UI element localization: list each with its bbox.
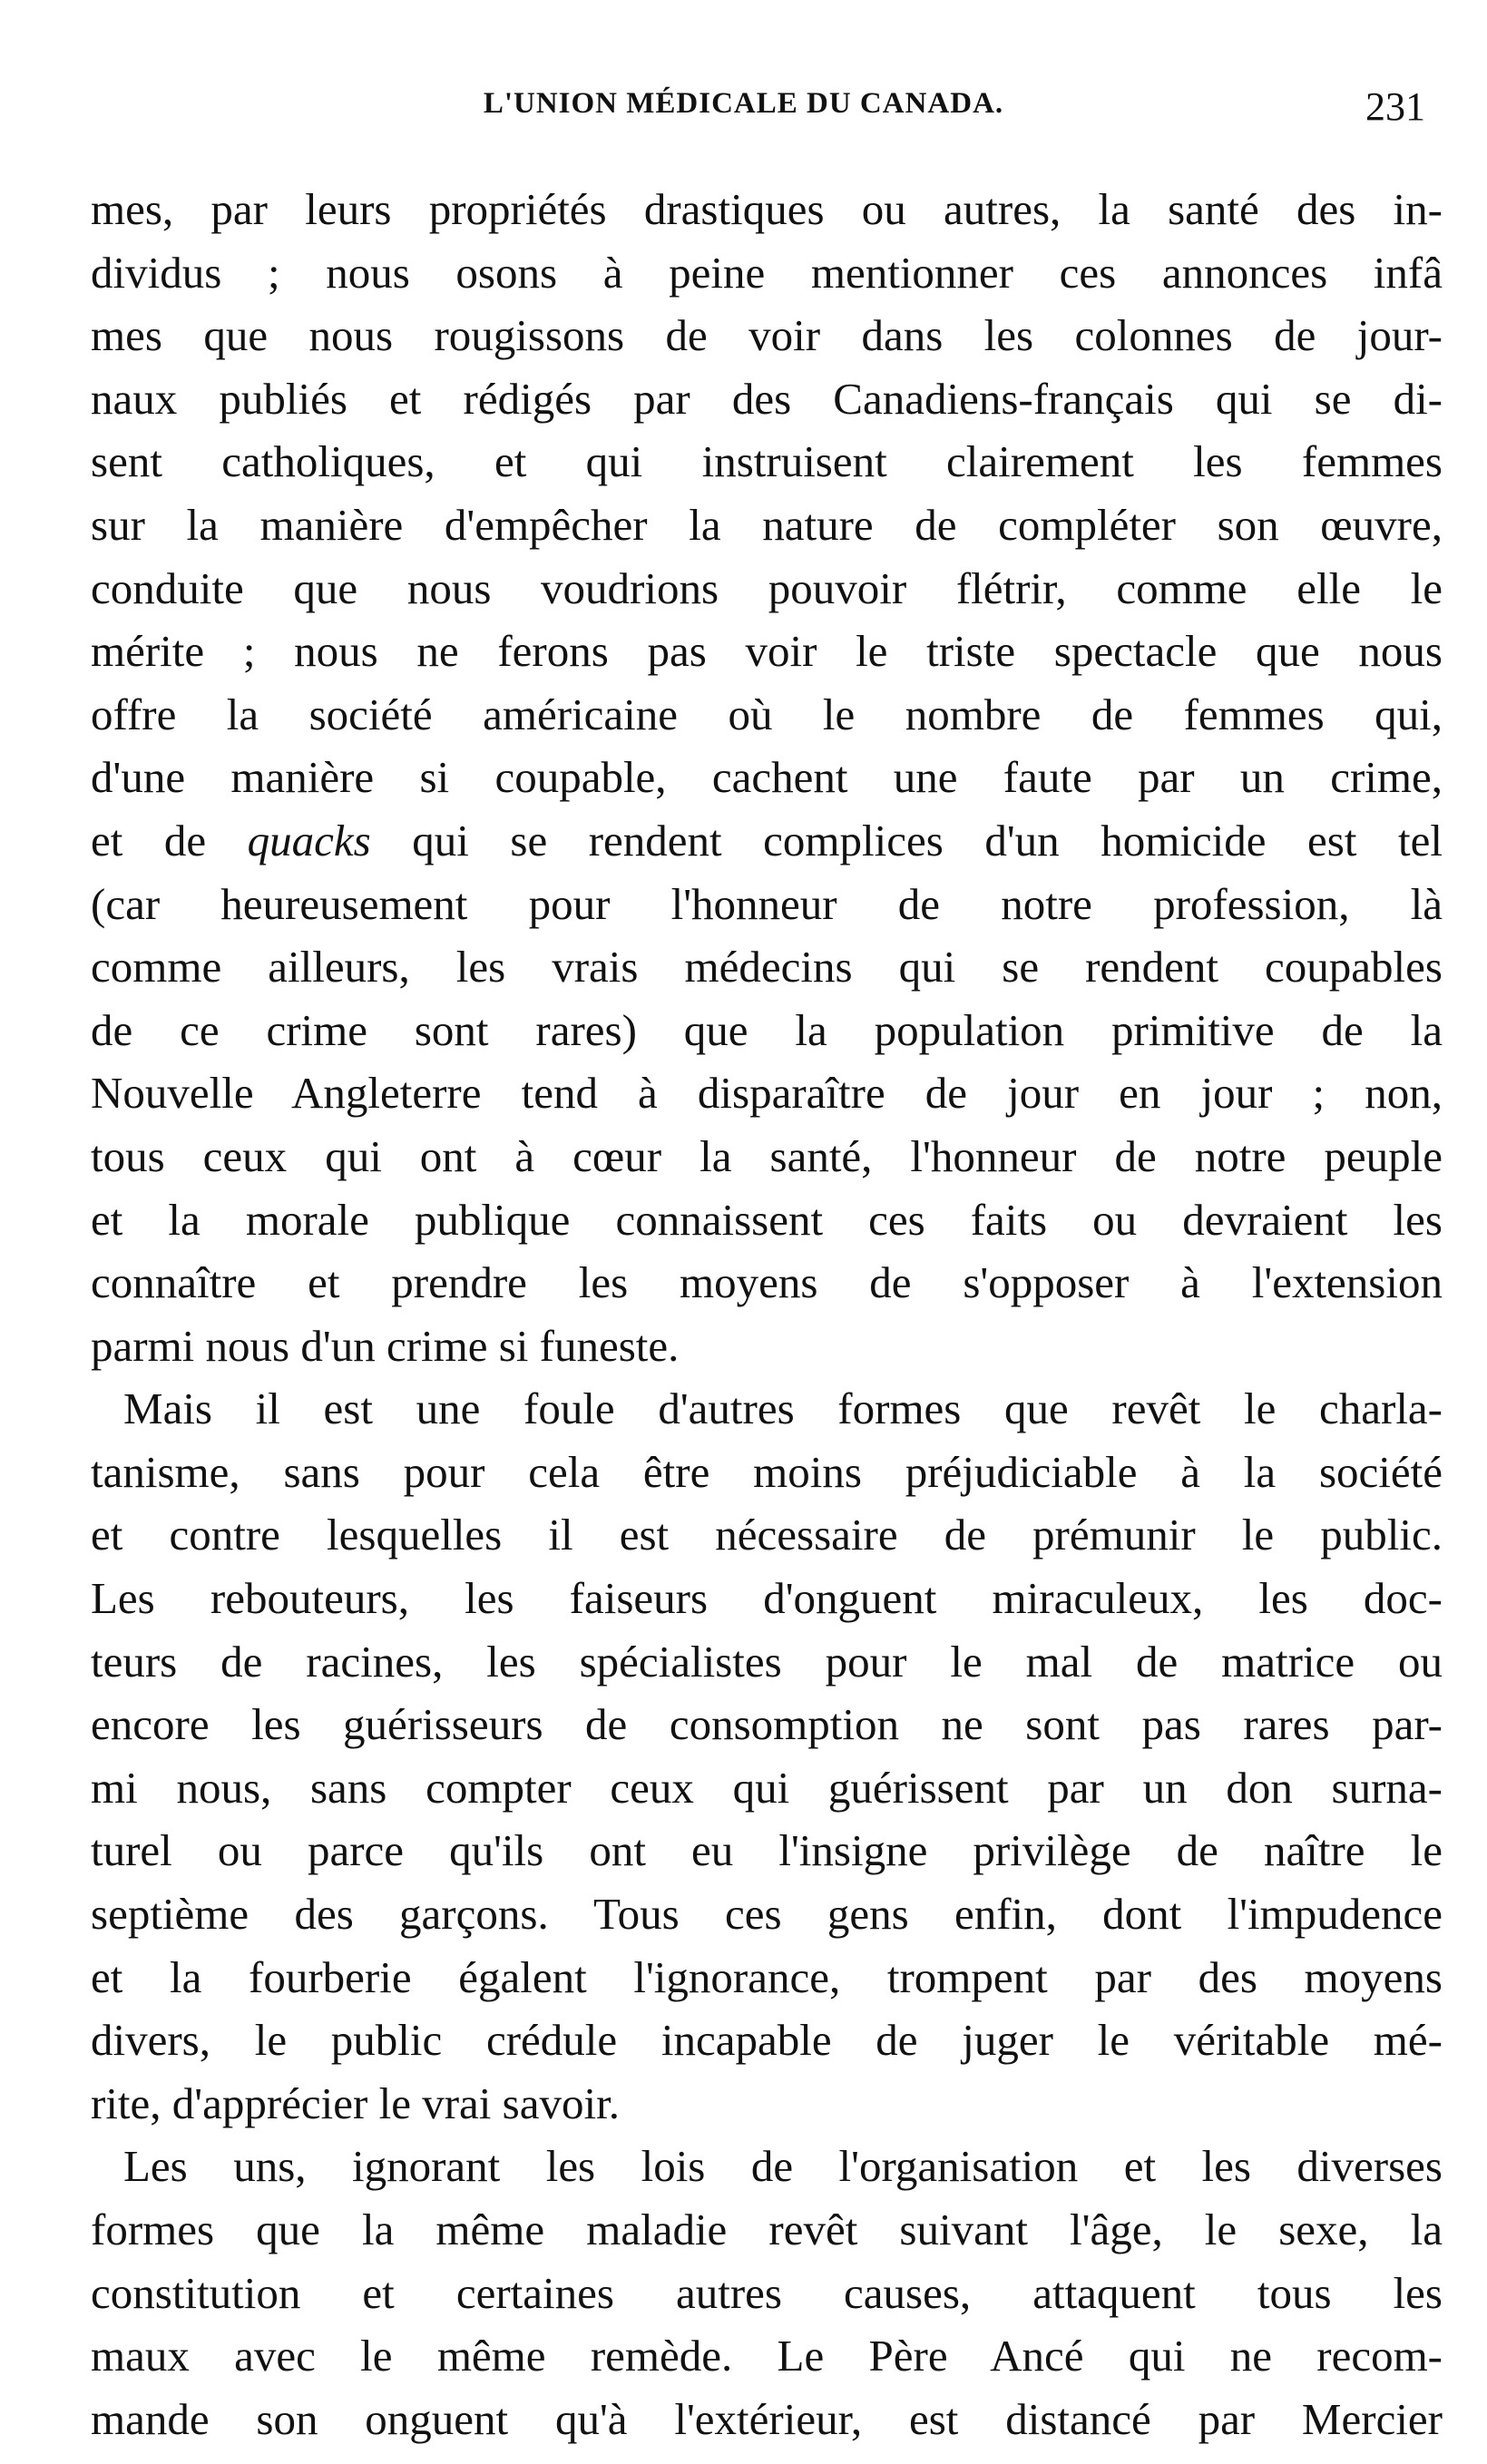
text-line: sur la manière d'empêcher la nature de compléter son œuvre, — [91, 499, 1443, 550]
text-line: naux publiés et rédigés par des Canadiens-français qui se di- — [91, 373, 1443, 424]
text-line: et la morale publique connaissent ces faits ou devraient les — [91, 1194, 1443, 1245]
text-line: Les uns, ignorant les lois de l'organisation et les diverses — [123, 2141, 1443, 2192]
text-line: tanisme, sans pour cela être moins préjudiciable à la société — [91, 1446, 1443, 1497]
text-line: maux avec le même remède. Le Père Ancé qui ne recom- — [91, 2331, 1443, 2381]
text-line: tous ceux qui ont à cœur la santé, l'honneur de notre peuple — [91, 1130, 1443, 1181]
body-text — [91, 178, 1443, 2450]
text-line: et de quacks qui se rendent complices d'un homicide est tel — [91, 815, 1443, 865]
text-line: dividus ; nous osons à peine mentionner ces annonces infâ — [91, 247, 1443, 298]
text-line: de ce crime sont rares) que la population primitive de la — [91, 1004, 1443, 1055]
text-line: constitution et certaines autres causes, attaquent tous les — [91, 2267, 1443, 2318]
text-line: Les rebouteurs, les faiseurs d'onguent miraculeux, les doc- — [91, 1573, 1443, 1624]
text-line: et contre lesquelles il est nécessaire de prémunir le public. — [91, 1510, 1443, 1560]
text-line: divers, le public crédule incapable de juger le véritable mé- — [91, 2015, 1443, 2066]
page-header — [0, 84, 1487, 142]
text-line: parmi nous d'un crime si funeste. — [91, 1320, 680, 1371]
text-line: Mais il est une foule d'autres formes que revêt le charla- — [123, 1384, 1443, 1434]
text-line: rite, d'apprécier le vrai savoir. — [91, 2078, 620, 2128]
text-line: (car heureusement pour l'honneur de notre profession, là — [91, 878, 1443, 929]
text-line: offre la société américaine où le nombre de femmes qui, — [91, 689, 1443, 739]
text-line: mi nous, sans compter ceux qui guérissent par un don surna- — [91, 1762, 1443, 1813]
page-number: 231 — [1365, 84, 1425, 129]
text-line: mérite ; nous ne ferons pas voir le triste spectacle que nous — [91, 626, 1443, 677]
text-line: d'une manière si coupable, cachent une faute par un crime, — [91, 752, 1443, 803]
text-line: conduite que nous voudrions pouvoir flétrir, comme elle le — [91, 562, 1443, 613]
text-line: sent catholiques, et qui instruisent clairement les femmes — [91, 436, 1443, 487]
text-line: comme ailleurs, les vrais médecins qui se rendent coupables — [91, 942, 1443, 992]
text-line: formes que la même maladie revêt suivant l'âge, le sexe, la — [91, 2205, 1443, 2254]
text-line: septième des garçons. Tous ces gens enfin, dont l'impudence — [91, 1889, 1443, 1940]
running-title: L'UNION MÉDICALE DU CANADA. — [483, 87, 1004, 120]
text-line: turel ou parce qu'ils ont eu l'insigne privilège de naître le — [91, 1825, 1443, 1876]
text-line: encore les guérisseurs de consomption ne sont pas rares par- — [91, 1699, 1443, 1750]
text-line: connaître et prendre les moyens de s'opposer à l'extension — [91, 1257, 1443, 1308]
italic-word: quacks — [247, 815, 371, 865]
text-line: teurs de racines, les spécialistes pour le mal de matrice ou — [91, 1636, 1443, 1687]
text-line: mes que nous rougissons de voir dans les colonnes de jour- — [91, 310, 1443, 361]
text-line: Nouvelle Angleterre tend à disparaître de jour en jour ; non, — [91, 1068, 1443, 1119]
text-line: mes, par leurs propriétés drastiques ou autres, la santé des in- — [91, 184, 1443, 234]
text-line: et la fourberie égalent l'ignorance, trompent par des moyens — [91, 1951, 1443, 2002]
text-line: mande son onguent qu'à l'extérieur, est distancé par Mercier — [91, 2393, 1443, 2444]
